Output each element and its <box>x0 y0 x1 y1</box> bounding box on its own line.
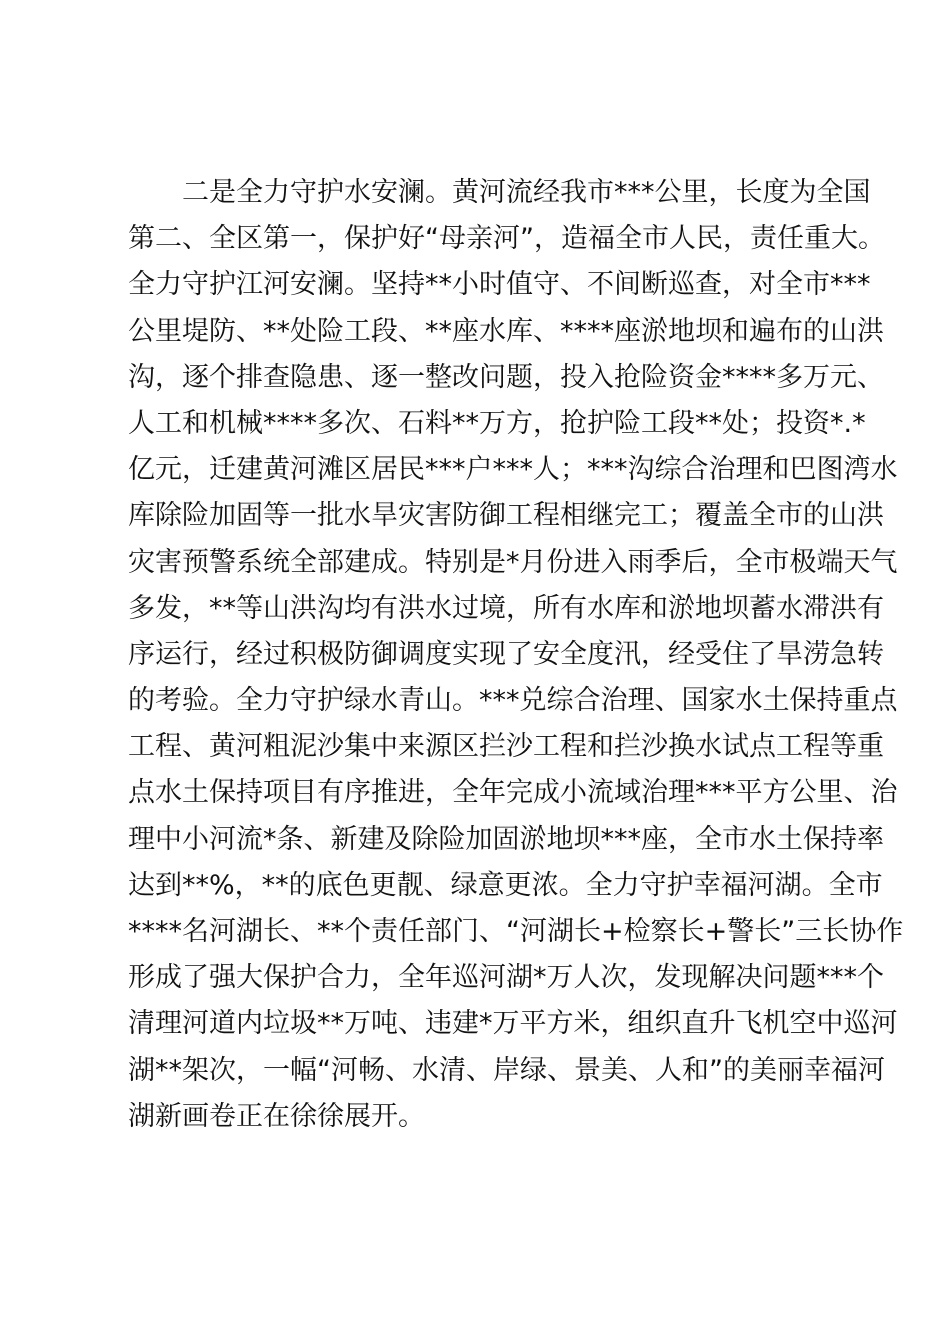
body-paragraph <box>128 170 904 1140</box>
paragraph-line: 沟，逐个排查隐患、逐一整改问题，投入抢险资金****多万元、 <box>128 361 884 393</box>
paragraph-line: 灾害预警系统全部建成。特别是*月份进入雨季后，全市极端天气 <box>128 546 898 578</box>
paragraph-line: 全力守护江河安澜。坚持**小时值守、不间断巡查，对全市*** <box>128 269 871 301</box>
paragraph-line: 湖新画卷正在徐徐展开。 <box>128 1100 425 1132</box>
paragraph-line: 序运行，经过积极防御调度实现了安全度汛，经受住了旱涝急转 <box>128 638 884 670</box>
paragraph-line: 形成了强大保护合力，全年巡河湖*万人次，发现解决问题***个 <box>128 962 884 994</box>
paragraph-line: 第二、全区第一，保护好“母亲河”，造福全市人民，责任重大。 <box>128 223 885 255</box>
paragraph-line: 多发，**等山洪沟均有洪水过境，所有水库和淤地坝蓄水滞洪有 <box>128 592 884 624</box>
paragraph-line: 理中小河流*条、新建及除险加固淤地坝***座，全市水土保持率 <box>128 823 884 855</box>
paragraph-line: 库除险加固等一批水旱灾害防御工程相继完工；覆盖全市的山洪 <box>128 500 884 532</box>
paragraph-line: 亿元，迁建黄河滩区居民***户***人；***沟综合治理和巴图湾水 <box>128 454 898 486</box>
paragraph-line: 公里堤防、**处险工段、**座水库、****座淤地坝和遍布的山洪 <box>128 315 884 347</box>
paragraph-line: 二是全力守护水安澜。黄河流经我市***公里，长度为全国 <box>182 177 871 208</box>
paragraph-line: 点水土保持项目有序推进，全年完成小流域治理***平方公里、治 <box>128 777 898 809</box>
paragraph-line: 清理河道内垃圾**万吨、违建*万平方米，组织直升飞机空中巡河 <box>128 1008 898 1040</box>
paragraph-line: 工程、黄河粗泥沙集中来源区拦沙工程和拦沙换水试点工程等重 <box>128 731 884 763</box>
paragraph-line: 的考验。全力守护绿水青山。***兑综合治理、国家水土保持重点 <box>128 685 898 717</box>
paragraph-line: 达到**%，**的底色更靓、绿意更浓。全力守护幸福河湖。全市 <box>128 869 883 901</box>
paragraph-line: ****名河湖长、**个责任部门、“河湖长+检察长+警长”三长协作 <box>128 916 904 947</box>
paragraph-line: 湖**架次，一幅“河畅、水清、岸绿、景美、人和”的美丽幸福河 <box>128 1054 885 1086</box>
paragraph-line: 人工和机械****多次、石料**万方，抢护险工段**处；投资*.* <box>128 407 866 439</box>
